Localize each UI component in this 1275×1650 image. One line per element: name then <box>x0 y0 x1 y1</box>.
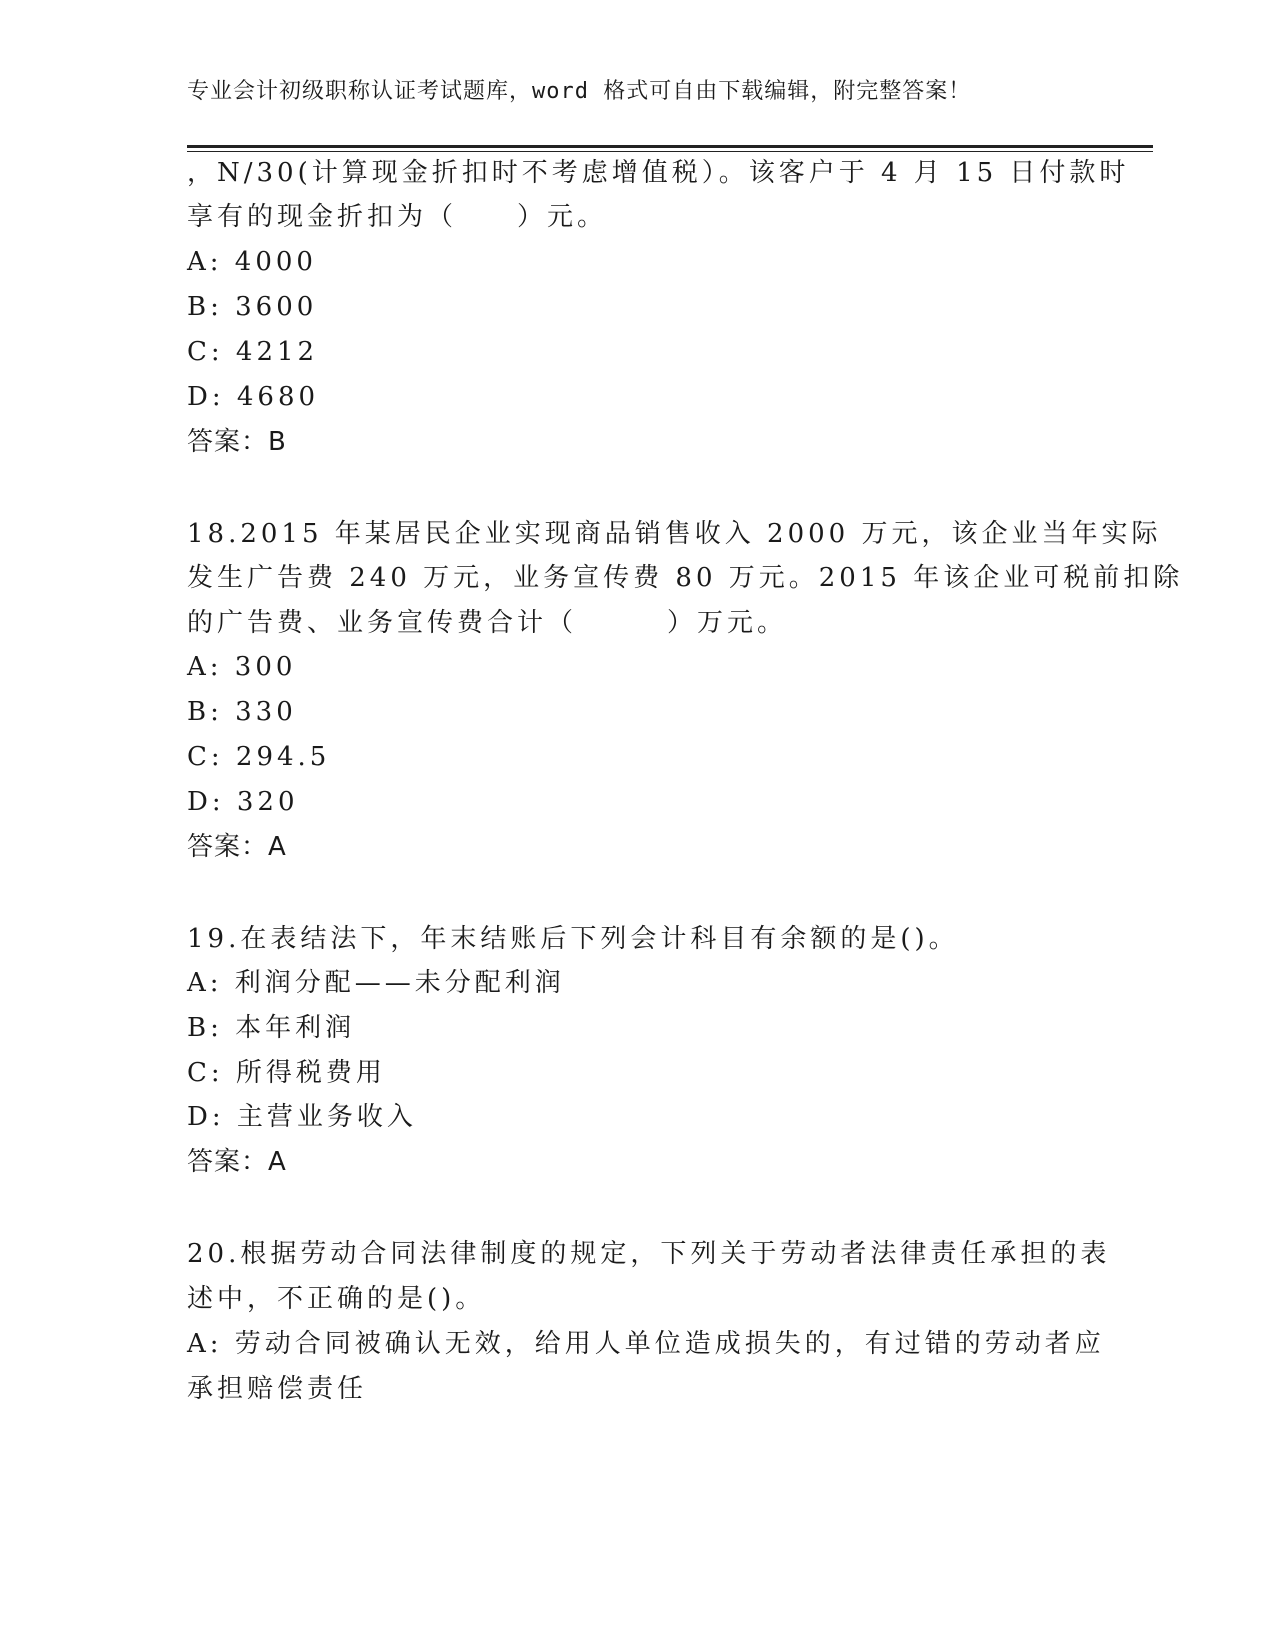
q19-stem-line-1: 19.在表结法下，年末结账后下列会计科目有余额的是()。 <box>187 924 959 954</box>
q18-option-a: A: 300 <box>187 652 297 682</box>
q18-option-c: C: 294.5 <box>187 742 331 772</box>
q17-option-a: A: 4000 <box>187 247 317 277</box>
q19-option-c: C: 所得税费用 <box>187 1058 386 1088</box>
q18-option-d: D: 320 <box>187 787 299 817</box>
q17-answer: 答案：B <box>187 427 287 457</box>
q20-stem-line-1: 20.根据劳动合同法律制度的规定，下列关于劳动者法律责任承担的表 <box>187 1239 1111 1269</box>
q18-option-b: B: 330 <box>187 697 297 727</box>
q20-option-a-line-1: A: 劳动合同被确认无效，给用人单位造成损失的，有过错的劳动者应 <box>187 1329 1105 1359</box>
q17-option-b: B: 3600 <box>187 292 318 322</box>
q17-option-d: D: 4680 <box>187 382 320 412</box>
q20-option-a-line-2: 承担赔偿责任 <box>187 1374 368 1404</box>
q18-stem-line-3: 的广告费、业务宣传费合计（ ）万元。 <box>187 608 788 638</box>
q20-stem-line-2: 述中，不正确的是()。 <box>187 1284 486 1314</box>
header-rule-thick <box>187 145 1153 148</box>
q17-stem-line-2: 享有的现金折扣为（ ）元。 <box>187 202 608 232</box>
q19-answer: 答案：A <box>187 1147 287 1177</box>
q19-option-b: B: 本年利润 <box>187 1013 356 1043</box>
q17-stem-line-1: ，N/30(计算现金折扣时不考虑增值税）。该客户于 4 月 15 日付款时 <box>187 158 1130 188</box>
q18-stem-line-2: 发生广告费 240 万元，业务宣传费 80 万元。2015 年该企业可税前扣除 <box>187 563 1184 593</box>
page-header: 专业会计初级职称认证考试题库，word 格式可自由下载编辑，附完整答案！ <box>187 79 972 104</box>
q19-option-a: A: 利润分配——未分配利润 <box>187 968 565 998</box>
q18-stem-line-1: 18.2015 年某居民企业实现商品销售收入 2000 万元，该企业当年实际 <box>187 519 1162 549</box>
q17-option-c: C: 4212 <box>187 337 319 367</box>
q19-option-d: D: 主营业务收入 <box>187 1102 417 1132</box>
header-rule-thin <box>187 151 1153 152</box>
q18-answer: 答案：A <box>187 832 287 862</box>
